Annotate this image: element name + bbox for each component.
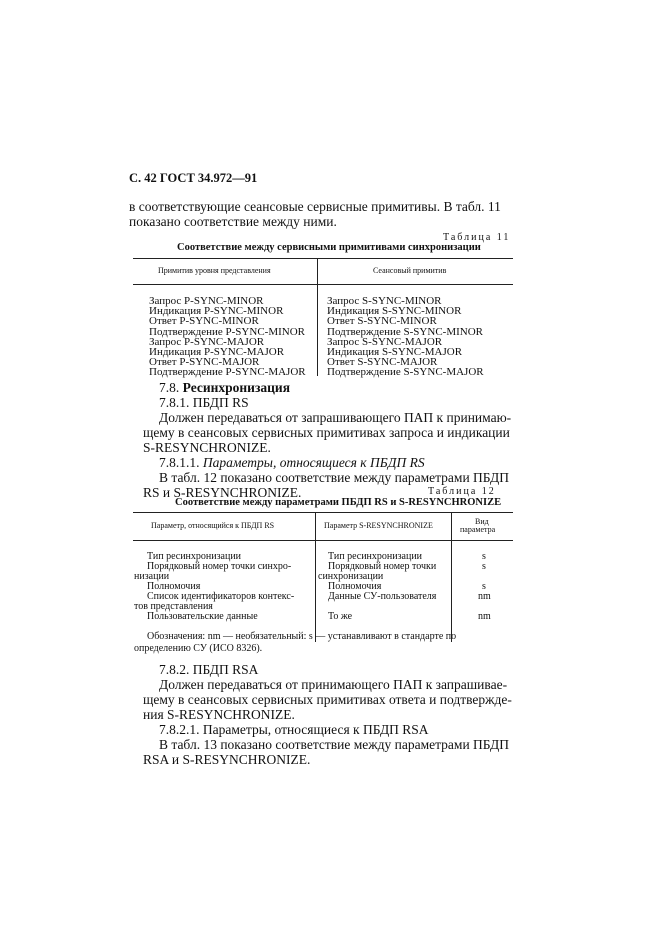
- table-12-note-line-1: Обозначения: nm — необязательный: s — устанавливают в стандарте по: [147, 631, 457, 642]
- table-row-3-col-3: s: [482, 581, 486, 592]
- table-row-4-col-3: nm: [478, 591, 491, 602]
- list-item: Ответ S-SYNC-MINOR: [327, 315, 437, 328]
- table-row-5-col-3: nm: [478, 611, 491, 622]
- section-number: 7.8.: [159, 380, 180, 395]
- table-12-top-rule: [133, 512, 513, 513]
- paragraph-line: щему в сеансовых сервисных примитивах ответа и подтвержде-: [143, 692, 512, 707]
- table-row-3-col-2: Полномочия: [328, 581, 382, 592]
- table-11-column-divider: [317, 258, 318, 376]
- table-row-4-col-1-line-2: тов представления: [134, 601, 213, 612]
- table-12-note-line-2: определению СУ (ИСО 8326).: [134, 643, 263, 654]
- table-row-1-col-2: Тип ресинхронизации: [328, 551, 423, 562]
- paragraph-line: В табл. 12 показано соответствие между параметрами ПБДП: [159, 470, 509, 485]
- table-row-1-col-1: Тип ресинхронизации: [147, 551, 242, 562]
- table-row-5-col-1: Пользовательские данные: [147, 611, 258, 622]
- paragraph-line: В табл. 13 показано соответствие между параметрами ПБДП: [159, 737, 509, 752]
- table-12-header-rule: [133, 540, 513, 541]
- table-12-title: Соответствие между параметрами ПБДП RS и S-RESYNCHRONIZE: [175, 497, 502, 508]
- table-row-2-col-1-line-1: Порядковый номер точки синхро-: [147, 561, 292, 572]
- subsection-title: Параметры, относящиеся к ПБДП RS: [202, 455, 425, 470]
- subsection-number: 7.8.1.1.: [159, 455, 200, 470]
- table-row-1-col-3: s: [482, 551, 486, 562]
- paragraph-line: Должен передаваться от запрашивающего ПАП к принимаю-: [159, 410, 512, 425]
- table-11-header-rule: [133, 284, 513, 285]
- table-11-col-right-header: Сеансовый примитив: [373, 266, 447, 275]
- table-12-divider-2: [451, 512, 452, 642]
- list-item: Ответ S-SYNC-MAJOR: [327, 356, 438, 369]
- list-item: Ответ P-SYNC-MAJOR: [149, 356, 260, 369]
- paragraph-line: RS и S-RESYNCHRONIZE.: [143, 485, 302, 500]
- table-11-title: Соответствие между сервисными примитивами синхронизации: [177, 242, 481, 253]
- table-row-4-col-1-line-1: Список идентификаторов контекс-: [147, 591, 295, 602]
- table-11-right-list: [327, 296, 484, 378]
- intro-line-1: в соответствующие сеансовые сервисные примитивы. В табл. 11: [129, 199, 501, 214]
- list-item: Ответ P-SYNC-MINOR: [149, 315, 259, 328]
- table-row-4-col-2: Данные СУ-пользователя: [328, 591, 437, 602]
- paragraph-line: ния S-RESYNCHRONIZE.: [143, 707, 295, 722]
- section-7-8-heading: [159, 380, 290, 395]
- table-row-3-col-1: Полномочия: [147, 581, 201, 592]
- table-row-2-col-3: s: [482, 561, 486, 572]
- table-12-col-1-header: Параметр, относящийся к ПБДП RS: [151, 521, 275, 530]
- list-item: Подтверждение P-SYNC-MAJOR: [149, 366, 306, 379]
- list-item: Подтверждение P-SYNC-MINOR: [149, 325, 305, 338]
- paragraph-line: RSA и S-RESYNCHRONIZE.: [143, 752, 311, 767]
- section-7-8-1-1-heading: [159, 455, 425, 470]
- table-12-col-3-header-line-1: Вид: [475, 517, 489, 526]
- paragraph-line: S-RESYNCHRONIZE.: [143, 440, 271, 455]
- table-12-col-2-header: Параметр S-RESYNCHRONIZE: [324, 521, 433, 530]
- table-12-number: Таблица 12: [428, 486, 496, 497]
- section-7-8-2-1-heading: 7.8.2.1. Параметры, относящиеся к ПБДП RSA: [159, 722, 429, 737]
- table-12-col-3-header-line-2: параметра: [460, 525, 496, 534]
- list-item: Подтверждение S-SYNC-MINOR: [327, 325, 483, 338]
- table-11-col-left-header: Примитив уровня представления: [158, 266, 271, 275]
- list-item: Подтверждение S-SYNC-MAJOR: [327, 366, 484, 379]
- list-item: Индикация S-SYNC-MAJOR: [327, 346, 463, 359]
- section-title: Ресинхронизация: [182, 380, 290, 395]
- table-row-2-col-2-line-1: Порядковый номер точки: [328, 561, 437, 572]
- list-item: Запрос P-SYNC-MAJOR: [149, 335, 265, 348]
- table-12-divider-1: [315, 512, 316, 642]
- table-row-2-col-2-line-2: синхронизации: [318, 571, 384, 582]
- table-row-2-col-1-line-2: низации: [134, 571, 170, 582]
- section-7-8-2-heading: 7.8.2. ПБДП RSA: [159, 662, 259, 677]
- list-item: Запрос P-SYNC-MINOR: [149, 295, 264, 307]
- list-item: Индикация S-SYNC-MINOR: [327, 305, 462, 318]
- page-header: С. 42 ГОСТ 34.972—91: [129, 171, 258, 185]
- list-item: Индикация P-SYNC-MINOR: [149, 305, 284, 318]
- paragraph-line: Должен передаваться от принимающего ПАП к запрашивае-: [159, 677, 508, 692]
- intro-line-2: показано соответствие между ними.: [129, 214, 337, 229]
- table-11-left-list: [149, 296, 306, 378]
- paragraph-line: щему в сеансовых сервисных примитивах запроса и индикации: [143, 425, 510, 440]
- list-item: Индикация P-SYNC-MAJOR: [149, 346, 285, 359]
- list-item: Запрос S-SYNC-MAJOR: [327, 335, 443, 348]
- section-7-8-1-heading: 7.8.1. ПБДП RS: [159, 395, 249, 410]
- table-11-top-rule: [133, 258, 513, 259]
- list-item: Запрос S-SYNC-MINOR: [327, 295, 442, 307]
- table-row-5-col-2: То же: [328, 611, 353, 622]
- table-11-number: Таблица 11: [443, 232, 511, 243]
